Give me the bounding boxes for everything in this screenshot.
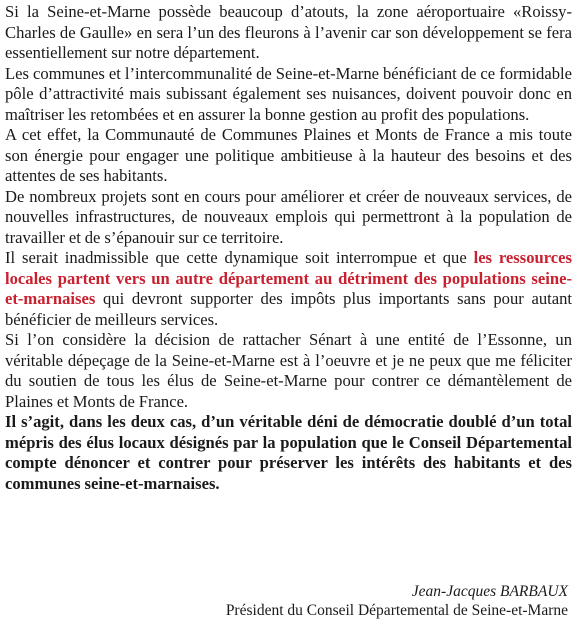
paragraph-2: Les communes et l’intercommunalité de Seine-et-Marne bénéficiant de ce formidable pôle d’attractivité mais subissant également ses nuisances, doivent pouvoir donc en maîtriser les retombées et en assurer la bonne gestion au profit des populations. — [5, 63, 572, 124]
signature-title: Président du Conseil Départemental de Seine-et-Marne — [225, 602, 568, 619]
signature-block — [226, 582, 568, 620]
paragraph-6: Si l’on considère la décision de rattacher Sénart à une entité de l’Essonne, un véritable dépeçage de la Seine-et-Marne est à l’oeuvre et je ne peux que me féliciter du soutien de tous les élus de Seine-et-Marne pour contrer ce démantèlement de Plaines et Monts de France. — [5, 330, 572, 411]
paragraph-4: De nombreux projets sont en cours pour améliorer et créer de nouveaux services, de nouvelles infrastructures, de nouveaux emplois qui permettront à la population de travailler et de s’épanouir sur ce territoire. — [5, 186, 572, 247]
signature-name: Jean-Jacques BARBAUX — [411, 583, 568, 600]
paragraph-5-start: Il serait inadmissible que cette dynamique soit interrompue et que — [5, 248, 474, 267]
highlighted-text: les ressources locales partent vers un autre département au détriment des populations seine-et-marnaises — [5, 248, 572, 308]
paragraph-5 — [5, 248, 572, 330]
paragraph-3: A cet effet, la Communauté de Communes Plaines et Monts de France a mis toute son énergie pour engager une politique ambitieuse à la hauteur des besoins et des attentes de ses habitants. — [5, 125, 572, 185]
paragraph-7-conclusion: Il s’agit, dans les deux cas, d’un véritable déni de démocratie doublé d’un total mépris des élus locaux désignés par la population que le Conseil Départemental compte dénoncer et contrer pour préserver les intérêts des habitants et des communes seine-et-marnaises. — [5, 412, 572, 493]
paragraph-5-end: qui devront supporter des impôts plus importants sans pour autant bénéficier de meilleurs services. — [5, 289, 572, 329]
paragraph-1: Si la Seine-et-Marne possède beaucoup d’atouts, la zone aéroportuaire «Roissy-Charles de Gaulle» en sera l’un des fleurons à l’avenir car son développement se fera essentiellement sur notre département. — [5, 2, 572, 62]
